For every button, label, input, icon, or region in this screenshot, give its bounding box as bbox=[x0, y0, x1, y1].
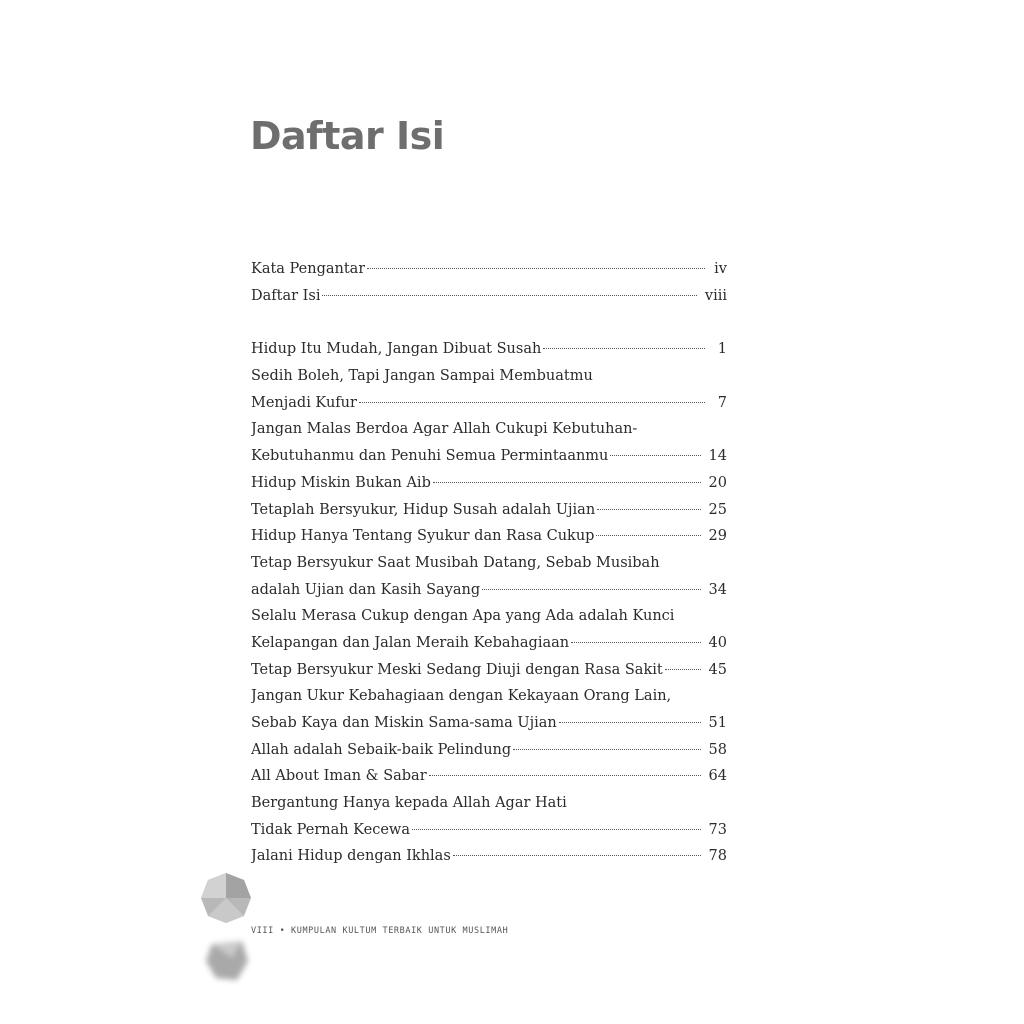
toc-entry-line bbox=[251, 497, 727, 524]
toc-entry-line bbox=[251, 550, 727, 577]
toc-entry-title: Jalani Hidup dengan Ikhlas bbox=[251, 848, 451, 865]
toc-page-number: 40 bbox=[708, 634, 727, 651]
running-footer: VIII • KUMPULAN KULTUM TERBAIK UNTUK MUSLIMAH bbox=[251, 926, 509, 936]
toc-dot-leader bbox=[610, 455, 700, 456]
toc-page-number: 73 bbox=[708, 821, 727, 838]
gray-polygon-icon bbox=[198, 870, 254, 926]
toc-page-number: 34 bbox=[708, 581, 727, 598]
toc-entry-line bbox=[251, 256, 727, 283]
toc-dot-leader bbox=[571, 642, 700, 643]
toc-entry[interactable] bbox=[251, 657, 727, 684]
toc-dot-leader bbox=[429, 775, 701, 776]
toc-section-gap bbox=[251, 309, 727, 336]
toc-entry-line bbox=[251, 683, 727, 710]
toc-page-number: 29 bbox=[708, 528, 727, 545]
toc-entry-line bbox=[251, 577, 727, 604]
toc-page-number: 58 bbox=[708, 741, 727, 758]
toc-entry-title: All About Iman & Sabar bbox=[251, 768, 427, 785]
table-of-contents bbox=[251, 256, 727, 870]
toc-dot-leader bbox=[597, 509, 700, 510]
toc-entry-title: Sedih Boleh, Tapi Jangan Sampai Membuatmu bbox=[251, 368, 593, 385]
toc-page-number: 64 bbox=[708, 768, 727, 785]
toc-entry-title: Tidak Pernah Kecewa bbox=[251, 821, 410, 838]
toc-entry[interactable] bbox=[251, 497, 727, 524]
toc-entry-title: Sebab Kaya dan Miskin Sama-sama Ujian bbox=[251, 715, 557, 731]
toc-entry[interactable] bbox=[251, 256, 727, 283]
toc-entry-title: Hidup Hanya Tentang Syukur dan Rasa Cukup bbox=[251, 528, 595, 545]
toc-entry[interactable] bbox=[251, 470, 727, 497]
toc-entry-title: Allah adalah Sebaik-baik Pelindung bbox=[251, 741, 512, 758]
toc-entry-line bbox=[251, 790, 727, 817]
toc-dot-leader bbox=[433, 482, 701, 483]
toc-entry-line bbox=[251, 336, 727, 363]
toc-entry-title: Selalu Merasa Cukup dengan Apa yang Ada adalah Kunci bbox=[251, 608, 675, 625]
toc-page-number: 45 bbox=[708, 661, 727, 678]
toc-entry-line bbox=[251, 657, 727, 684]
toc-entry-line bbox=[251, 710, 727, 737]
toc-entry[interactable] bbox=[251, 790, 727, 843]
toc-entry-line bbox=[251, 630, 727, 657]
toc-entry-line bbox=[251, 763, 727, 790]
toc-page-number: 20 bbox=[708, 474, 727, 491]
toc-dot-leader bbox=[513, 749, 700, 750]
toc-page-number: 14 bbox=[708, 448, 727, 465]
toc-entry-title: Hidup Itu Mudah, Jangan Dibuat Susah bbox=[251, 341, 542, 358]
toc-entry-line bbox=[251, 470, 727, 497]
toc-page-number: 25 bbox=[708, 501, 727, 518]
toc-page-number: viii bbox=[704, 287, 727, 304]
toc-entry-line bbox=[251, 283, 727, 310]
toc-entry-title: Bergantung Hanya kepada Allah Agar Hati bbox=[251, 795, 567, 812]
toc-entry-title: Kata Pengantar bbox=[251, 261, 366, 277]
blurred-polygon-icon bbox=[202, 936, 252, 986]
toc-entry-title: Kelapangan dan Jalan Meraih Kebahagiaan bbox=[251, 634, 570, 651]
toc-entry[interactable] bbox=[251, 683, 727, 736]
toc-page-number: iv bbox=[714, 261, 727, 277]
toc-entry[interactable] bbox=[251, 283, 727, 310]
toc-entry-line bbox=[251, 737, 727, 764]
toc-page-number: 51 bbox=[708, 715, 727, 731]
toc-entry-title: Jangan Malas Berdoa Agar Allah Cukupi Kebutuhan- bbox=[251, 421, 638, 438]
toc-entry-title: adalah Ujian dan Kasih Sayang bbox=[251, 581, 481, 598]
toc-dot-leader bbox=[367, 268, 705, 269]
toc-entry-title: Daftar Isi bbox=[251, 287, 321, 304]
toc-entry[interactable] bbox=[251, 603, 727, 656]
toc-dot-leader bbox=[412, 829, 701, 830]
toc-dot-leader bbox=[359, 402, 705, 403]
toc-entry-line bbox=[251, 443, 727, 470]
toc-entry[interactable] bbox=[251, 737, 727, 764]
toc-entry-line bbox=[251, 843, 727, 870]
toc-entry[interactable] bbox=[251, 416, 727, 469]
toc-entry-title: Tetaplah Bersyukur, Hidup Susah adalah Ujian bbox=[251, 501, 596, 518]
toc-entry-line bbox=[251, 523, 727, 550]
toc-entry-title: Hidup Miskin Bukan Aib bbox=[251, 474, 431, 491]
toc-entry-line bbox=[251, 390, 727, 417]
toc-entry-line bbox=[251, 416, 727, 443]
toc-entry-title: Menjadi Kufur bbox=[251, 394, 357, 411]
toc-dot-leader bbox=[596, 535, 700, 536]
toc-dot-leader bbox=[543, 348, 705, 349]
toc-entry-title: Kebutuhanmu dan Penuhi Semua Permintaanmu bbox=[251, 448, 609, 465]
toc-entry-title: Tetap Bersyukur Meski Sedang Diuji dengan Rasa Sakit bbox=[251, 661, 663, 678]
toc-entry-title: Tetap Bersyukur Saat Musibah Datang, Sebab Musibah bbox=[251, 554, 660, 571]
toc-entry[interactable] bbox=[251, 336, 727, 363]
toc-page-number: 78 bbox=[708, 848, 727, 865]
toc-entry-title: Jangan Ukur Kebahagiaan dengan Kekayaan Orang Lain, bbox=[251, 688, 672, 705]
toc-dot-leader bbox=[559, 722, 701, 723]
toc-dot-leader bbox=[665, 669, 701, 670]
toc-entry[interactable] bbox=[251, 763, 727, 790]
toc-dot-leader bbox=[322, 295, 696, 296]
page-title: Daftar Isi bbox=[250, 114, 445, 158]
toc-entry-line bbox=[251, 817, 727, 844]
toc-entry-line bbox=[251, 363, 727, 390]
toc-entry-line bbox=[251, 603, 727, 630]
toc-page-number: 7 bbox=[717, 394, 727, 411]
toc-entry[interactable] bbox=[251, 363, 727, 416]
toc-dot-leader bbox=[482, 589, 700, 590]
toc-dot-leader bbox=[453, 855, 701, 856]
toc-entry[interactable] bbox=[251, 550, 727, 603]
toc-page-number: 1 bbox=[717, 341, 727, 358]
toc-entry[interactable] bbox=[251, 843, 727, 870]
toc-entry[interactable] bbox=[251, 523, 727, 550]
